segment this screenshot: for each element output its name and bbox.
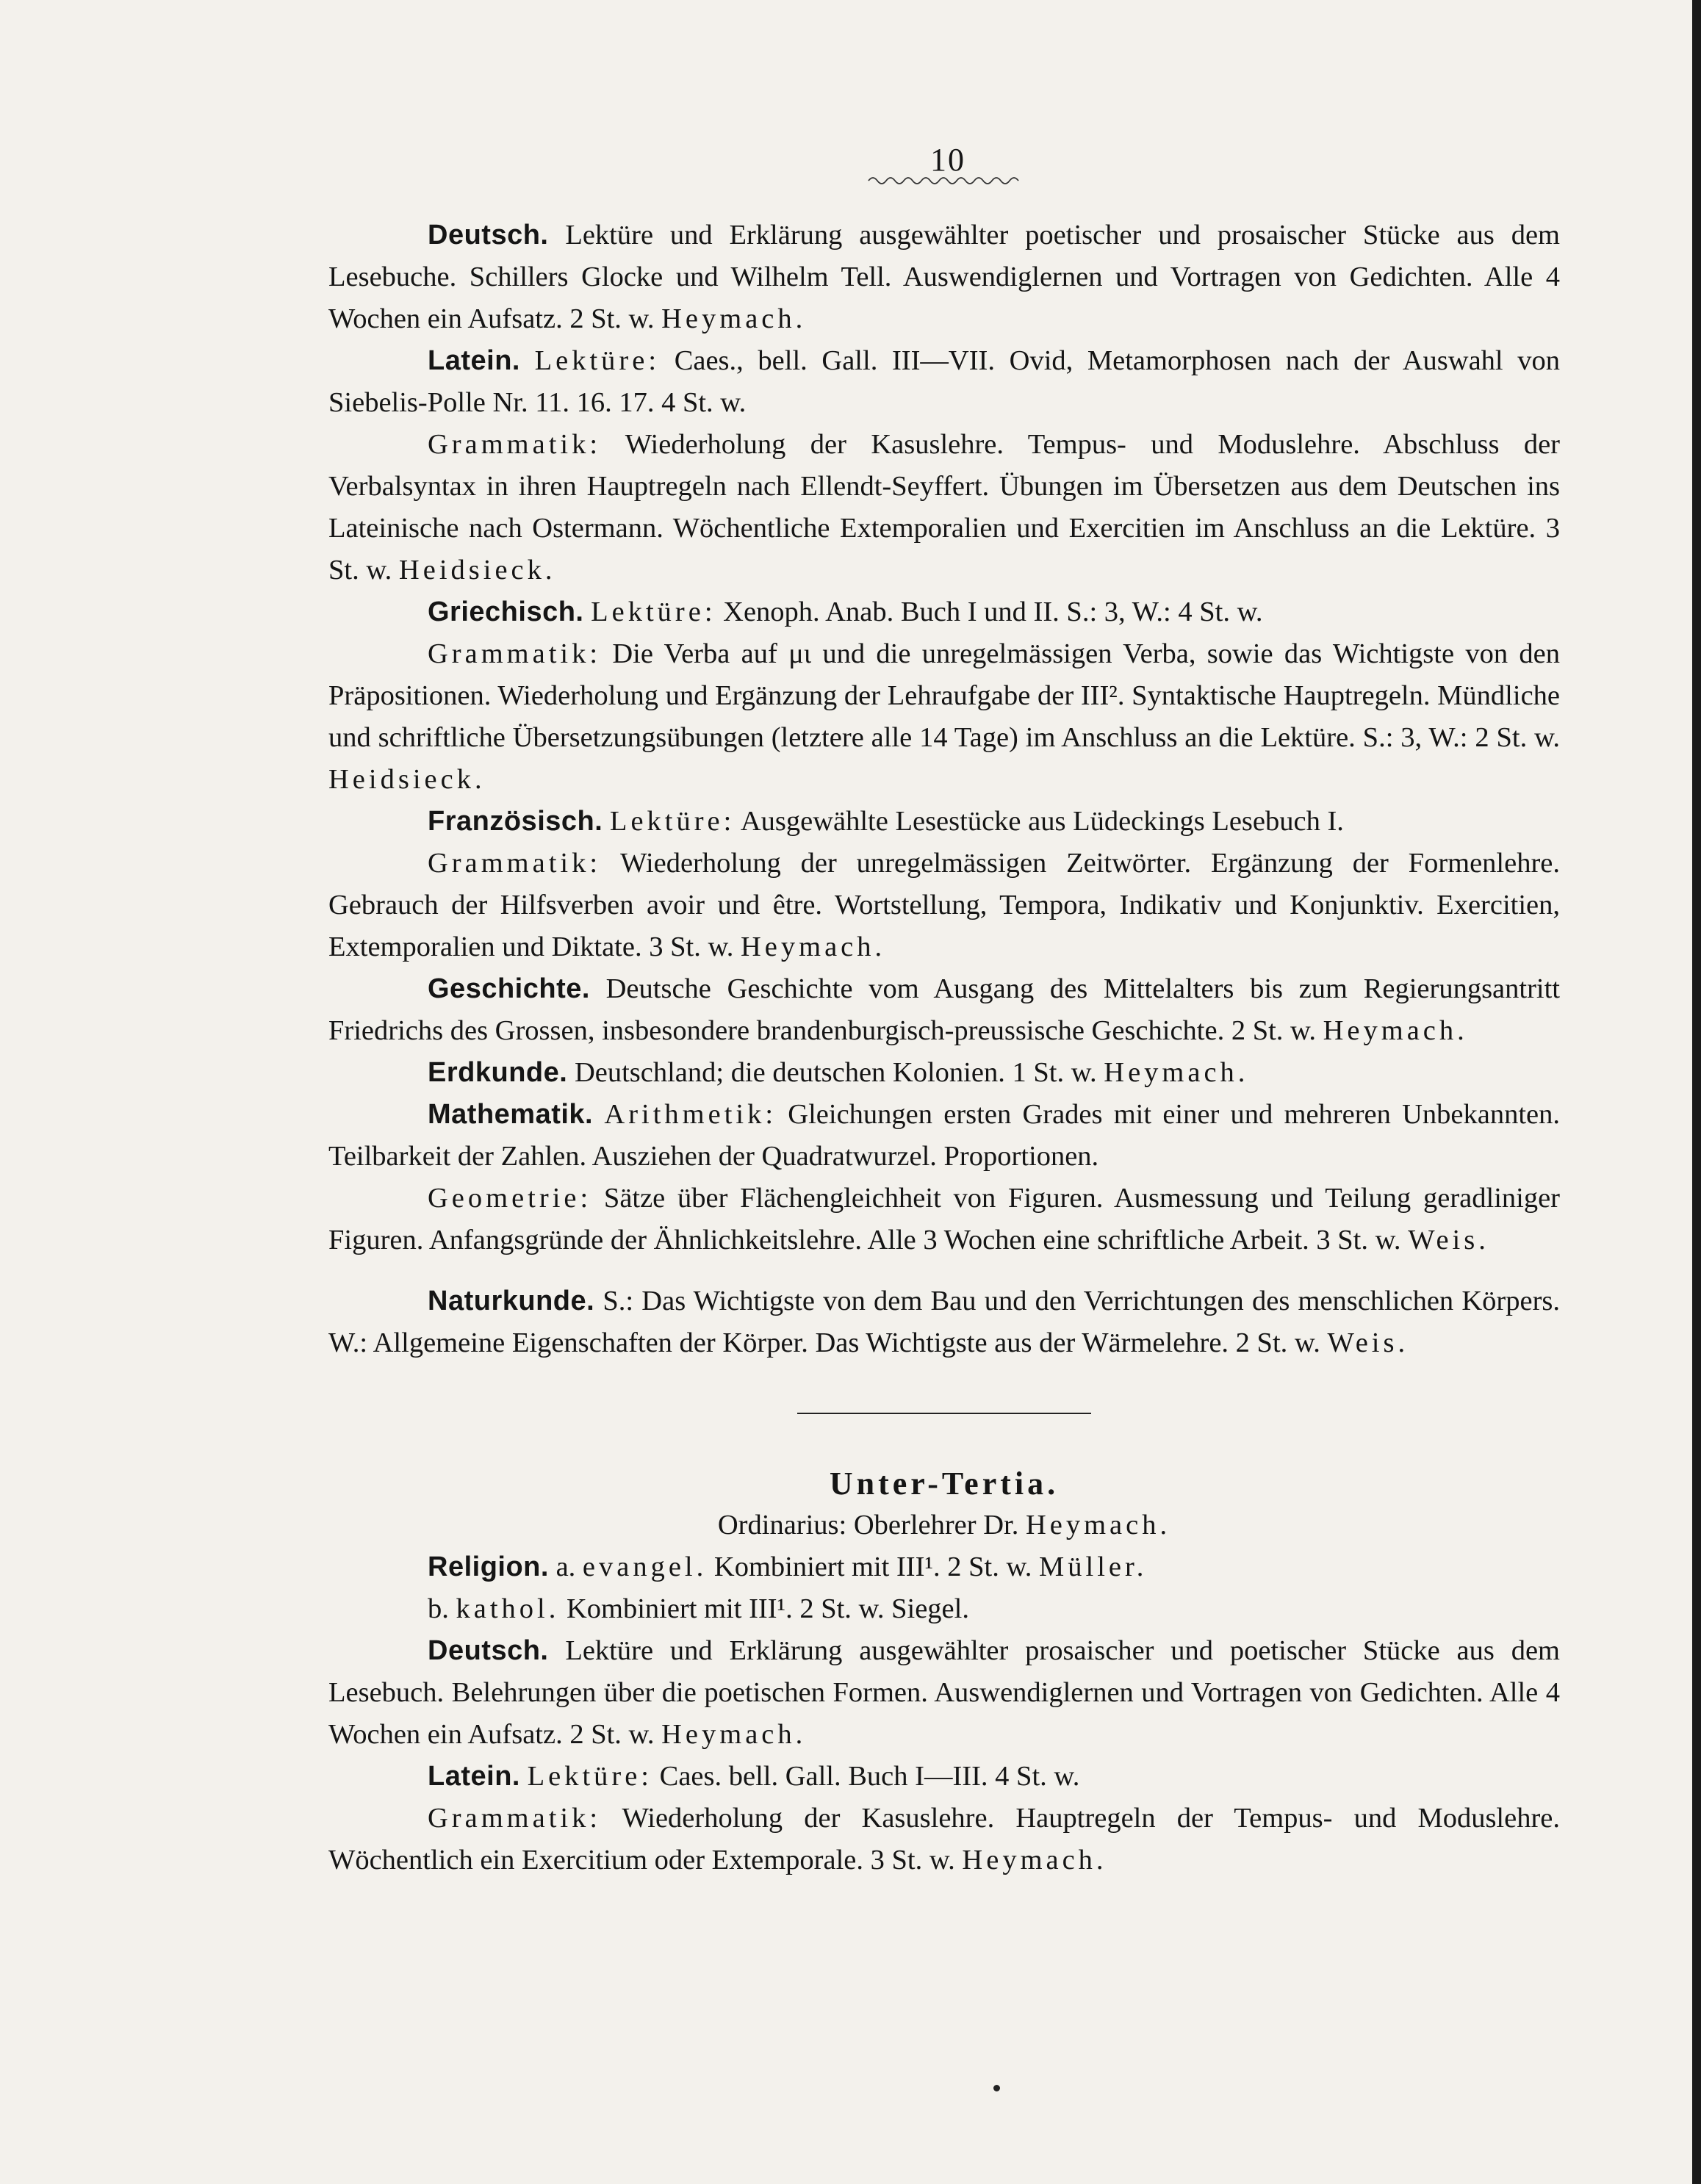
subject-heading: Naturkunde. <box>428 1286 595 1316</box>
paragraph-text <box>603 806 610 837</box>
subject-heading: Deutsch. <box>428 1635 549 1666</box>
section-divider <box>797 1413 1091 1414</box>
paragraph-text: Gleichungen ersten Grades mit einer und mehreren Unbekannten. Teilbarkeit der Zahlen. Ausziehen der Quadratwurzel. Proportionen. <box>328 1099 1561 1172</box>
spaced-term: evangel. <box>582 1551 708 1582</box>
spaced-term: Heymach. <box>1025 1510 1171 1540</box>
paragraph-text: Die Verba auf μι und die unregelmässigen Verba, sowie das Wichtigste von den Präpositionen. Wiederholung und Ergänzung der Lehraufgabe der III². Syntaktische Hauptregeln. Mündliche und schriftliche Übersetzungsübungen (letztere alle 14 Tage) im Anschluss an die Lektüre. S.: 3, W.: 2 St. w. <box>328 638 1560 753</box>
subject-heading: Latein. <box>428 1761 520 1792</box>
paragraph-text: Kombiniert mit III¹. 2 St. w. Siegel. <box>559 1593 969 1624</box>
section-title: Unter-Tertia. <box>829 1466 1060 1502</box>
subject-paragraph-franzoesisch-grammatik <box>328 843 1560 968</box>
spaced-term: Grammatik: <box>428 638 602 669</box>
spaced-term: Lektüre: <box>609 806 736 837</box>
spaced-term: kathol. <box>456 1593 560 1624</box>
paragraph-text: Sätze über Flächengleichheit von Figuren. Ausmessung und Teilung geradliniger Figuren. Anfangsgründe der Ähnlichkeitslehre. Alle 3 Wochen eine schriftliche Arbeit. 3 St. w. <box>328 1183 1560 1255</box>
subject-heading: Erdkunde. <box>428 1057 568 1088</box>
subject-paragraph-religion <box>328 1546 1560 1588</box>
subject-heading: Religion. <box>428 1551 549 1582</box>
paragraph-text: Wiederholung der Kasuslehre. Tempus- und Moduslehre. Abschluss der Verbalsyntax in ihren Hauptregeln nach Ellendt-Seyffert. Übungen im Übersetzen aus dem Deutschen ins Lateinische nach Ostermann. Wöchentliche Extemporalien und Exercitien im Anschluss an die Lektüre. 3 St. w. <box>328 429 1560 585</box>
subject-paragraph-mathematik <box>328 1094 1560 1178</box>
subject-heading: Latein. <box>428 345 520 376</box>
page-speck <box>993 2085 1000 2091</box>
subject-paragraph-griechisch <box>328 591 1560 633</box>
spaced-term: Lektüre: <box>591 597 716 627</box>
paragraph-text: Wiederholung der Kasuslehre. Hauptregeln der Tempus- und Moduslehre. Wöchentlich ein Exercitium oder Extemporale. 3 St. w. <box>328 1803 1560 1875</box>
spaced-term: Heymach. <box>661 1719 807 1750</box>
subject-paragraph-mathematik-geometrie <box>328 1178 1560 1261</box>
paragraph-text: Ordinarius: Oberlehrer Dr. <box>717 1510 1026 1540</box>
subject-paragraph-franzoesisch <box>328 801 1560 843</box>
subject-paragraph-latein <box>328 340 1560 424</box>
wavy-rule-icon <box>867 173 1025 188</box>
subject-heading: Geschichte. <box>428 973 590 1004</box>
subject-paragraph-latein-grammatik <box>328 424 1560 591</box>
subject-heading: Deutsch. <box>428 220 549 251</box>
spaced-term: Heidsieck. <box>328 764 486 795</box>
spaced-term: Lektüre: <box>534 345 661 376</box>
subject-paragraph-latein-grammatik <box>328 1798 1560 1881</box>
paragraph-text: a. <box>548 1551 583 1582</box>
document-body <box>328 215 1560 1881</box>
spaced-term: Heymach. <box>962 1845 1107 1875</box>
spaced-term: Geometrie: <box>428 1183 592 1214</box>
spaced-term: Weis. <box>1408 1225 1489 1255</box>
paragraph-text <box>520 1761 528 1792</box>
paragraph-text: Lektüre und Erklärung ausgewählter prosaischer und poetischer Stücke aus dem Lesebuch. Belehrungen über die poetischen Formen. Auswendiglernen und Vortragen von Gedichten. Alle 4 Wochen ein Aufsatz. 2 St. w. <box>328 1635 1560 1750</box>
spaced-term: Weis. <box>1327 1327 1409 1358</box>
paragraph-text: b. <box>428 1593 456 1624</box>
page-number: 10 <box>930 142 965 178</box>
subject-heading: Mathematik. <box>428 1099 594 1130</box>
subject-paragraph-latein <box>328 1756 1560 1798</box>
spaced-term: Heidsieck. <box>398 555 556 585</box>
subject-heading: Griechisch. <box>428 597 584 627</box>
paragraph-text: Deutsche Geschichte vom Ausgang des Mittelalters bis zum Regierungsantritt Friedrichs des Grossen, insbesondere brandenburgisch-preussische Geschichte. 2 St. w. <box>328 973 1560 1046</box>
spaced-term: Heymach. <box>1104 1057 1249 1088</box>
spaced-term: Lektüre: <box>527 1761 653 1792</box>
untertertia-section <box>328 1546 1560 1881</box>
paragraph-text: Kombiniert mit III¹. 2 St. w. <box>707 1551 1040 1582</box>
spaced-term: Heymach. <box>661 303 807 334</box>
spaced-term: Grammatik: <box>428 1803 602 1834</box>
spaced-term: Grammatik: <box>428 429 602 460</box>
spaced-term: Müller. <box>1039 1551 1148 1582</box>
paragraph-text: Ausgewählte Lesestücke aus Lüdeckings Lesebuch I. <box>735 806 1344 837</box>
paragraph-text <box>593 1099 604 1130</box>
paragraph-text: Xenoph. Anab. Buch I und II. S.: 3, W.: 4 St. w. <box>716 597 1263 627</box>
subject-heading: Französisch. <box>428 806 603 837</box>
subject-paragraph-geschichte <box>328 968 1560 1052</box>
spaced-term: Heymach. <box>741 931 886 962</box>
paragraph-text <box>583 597 591 627</box>
spaced-term: Heymach. <box>1323 1015 1468 1046</box>
paragraph-text <box>520 345 535 376</box>
subject-paragraph-griechisch-grammatik <box>328 633 1560 801</box>
paragraph-text: Deutschland; die deutschen Kolonien. 1 St. w. <box>567 1057 1104 1088</box>
spaced-term: Arithmetik: <box>604 1099 777 1130</box>
subject-paragraph-deutsch <box>328 1630 1560 1756</box>
subject-paragraph-religion-katholisch <box>328 1588 1560 1630</box>
ordinarius-line <box>328 1504 1560 1546</box>
subject-paragraph-erdkunde <box>328 1052 1560 1094</box>
subject-paragraph-naturkunde <box>328 1280 1560 1364</box>
page-spine-edge <box>1692 0 1701 2184</box>
paragraph-text: Caes., bell. Gall. III—VII. Ovid, Metamorphosen nach der Auswahl von Siebelis-Polle Nr. 11. 16. 17. 4 St. w. <box>328 345 1561 418</box>
paragraph-text: Caes. bell. Gall. Buch I—III. 4 St. w. <box>652 1761 1080 1792</box>
paragraph-text: Lektüre und Erklärung ausgewählter poetischer und prosaischer Stücke aus dem Lesebuche. Schillers Glocke und Wilhelm Tell. Auswendiglernen und Vortragen von Gedichten. Alle 4 Wochen ein Aufsatz. 2 St. w. <box>328 220 1560 334</box>
subject-paragraph-deutsch <box>328 215 1560 340</box>
spaced-term: Grammatik: <box>428 848 602 879</box>
paragraph-text: S.: Das Wichtigste von dem Bau und den Verrichtungen des menschlichen Körpers. W.: Allgemeine Eigenschaften der Körper. Das Wichtigste aus der Wärmelehre. 2 St. w. <box>328 1286 1560 1358</box>
obertertia-section <box>328 215 1560 1364</box>
paragraph-text: Wiederholung der unregelmässigen Zeitwörter. Ergänzung der Formenlehre. Gebrauch der Hilfsverben avoir und être. Wortstellung, Tempora, Indikativ und Konjunktiv. Exercitien, Extemporalien und Diktate. 3 St. w. <box>328 848 1560 962</box>
